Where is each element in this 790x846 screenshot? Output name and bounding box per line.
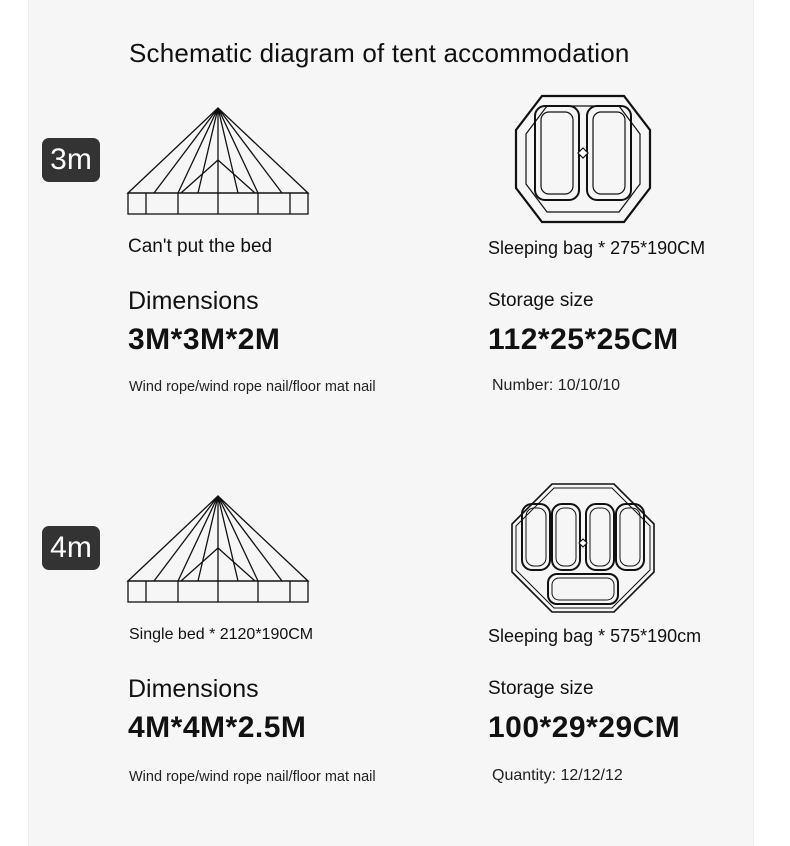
size-badge-3m: 3m xyxy=(42,138,100,182)
bed-note-4m: Single bed * 2120*190CM xyxy=(129,626,314,643)
count-4m: Quantity: 12/12/12 xyxy=(492,767,623,784)
accessories-4m: Wind rope/wind rope nail/floor mat nail xyxy=(129,769,376,785)
count-3m: Number: 10/10/10 xyxy=(492,377,621,394)
sleeping-bag-plan xyxy=(586,504,614,570)
dimensions-value-4m: 4M*4M*2.5M xyxy=(128,711,307,744)
single-bed-plan xyxy=(548,574,618,604)
dimensions-label-4m: Dimensions xyxy=(128,675,259,703)
tent-elevation-diagram-3m xyxy=(126,106,310,218)
size-badge-4m: 4m xyxy=(42,526,100,570)
tent-elevation-diagram-4m xyxy=(126,494,310,606)
dimensions-label-3m: Dimensions xyxy=(128,287,259,315)
tent-floor-plan-3m xyxy=(514,94,652,224)
sleeping-bag-plan xyxy=(535,106,579,200)
page-title: Schematic diagram of tent accommodation xyxy=(129,38,630,68)
tent-floor-plan-4m xyxy=(510,482,656,614)
sleeping-bag-plan xyxy=(522,504,550,570)
storage-value-4m: 100*29*29CM xyxy=(488,711,681,744)
sleeping-bag-note-3m: Sleeping bag * 275*190CM xyxy=(488,238,706,258)
storage-label-3m: Storage size xyxy=(488,290,594,311)
storage-label-4m: Storage size xyxy=(488,678,594,699)
sleeping-bag-plan xyxy=(552,504,580,570)
sleeping-bag-plan xyxy=(616,504,644,570)
bed-note-3m: Can't put the bed xyxy=(128,236,273,257)
accessories-3m: Wind rope/wind rope nail/floor mat nail xyxy=(129,379,376,395)
sleeping-bag-plan xyxy=(587,106,631,200)
dimensions-value-3m: 3M*3M*2M xyxy=(128,323,281,356)
sleeping-bag-note-4m: Sleeping bag * 575*190cm xyxy=(488,626,702,646)
storage-value-3m: 112*25*25CM xyxy=(488,323,679,356)
